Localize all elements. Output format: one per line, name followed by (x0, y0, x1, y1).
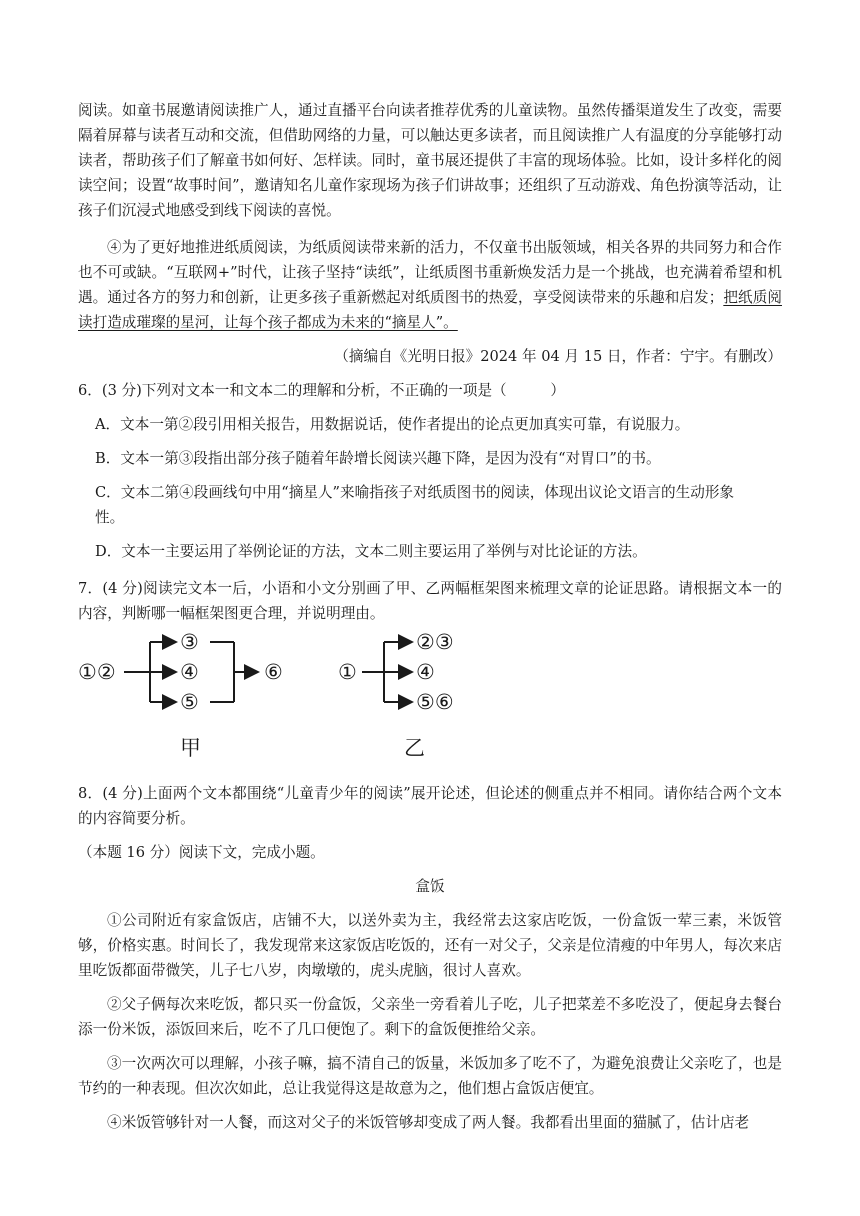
diagram-yi-branch-1: ②③ (416, 630, 454, 654)
paragraph-4-main: ④为了更好地推进纸质阅读，为纸质阅读带来新的活力，不仅童书出版领域，相关各界的共同努力和合作也不可或缺。“互联网+”时代，让孩子坚持“读纸”，让纸质图书重新焕发活力是一个挑战，也充满着希望和机遇。通过各方的努力和创新，让更多孩子重新燃起对纸质图书的热爱，享受阅读带来的乐趣和启发； (78, 239, 782, 306)
diagram-yi-branch-3: ⑤⑥ (416, 690, 454, 714)
article-paragraph-1: ①公司附近有家盒饭店，店铺不大，以送外卖为主，我经常去这家店吃饭，一份盒饭一荤三素，米饭管够，价格实惠。时间长了，我发现常来这家饭店吃饭的，还有一对父子，父亲是位清瘦的中年男人，每次来店里吃饭都面带微笑，儿子七八岁，肉墩墩的，虎头虎脑，很讨人喜欢。 (78, 912, 782, 979)
question-6-stem: 6．(3 分)下列对文本一和文本二的理解和分析，不正确的一项是（ ） (78, 382, 566, 399)
diagram-jia-branch-3: ⑤ (180, 690, 199, 714)
diagram-yi-branch-2: ④ (416, 660, 435, 684)
diagram-jia-start: ①② (78, 660, 116, 684)
question-8-stem: 8．(4 分)上面两个文本都围绕“儿童青少年的阅读”展开论述，但论述的侧重点并不相同。请你结合两个文本的内容简要分析。 (78, 785, 782, 827)
article-paragraph-4: ④米饭管够针对一人餐，而这对父子的米饭管够却变成了两人餐。我都看出里面的猫腻了，估计店老 (107, 1114, 750, 1131)
question-6-option-a: A．文本一第②段引用相关报告，用数据说话，使作者提出的论点更加真实可靠，有说服力。 (95, 416, 690, 433)
diagram-yi-caption: 乙 (404, 736, 425, 760)
framework-diagrams (78, 632, 782, 772)
question-6-option-c-continued: 性。 (95, 509, 125, 526)
text-paragraph-continued: 阅读。如童书展邀请阅读推广人，通过直播平台向读者推荐优秀的儿童读物。虽然传播渠道发生了改变，需要隔着屏幕与读者互动和交流，但借助网络的力量，可以触达更多读者，而且阅读推广人有温度的分享能够打动读者，帮助孩子们了解童书如何好、怎样读。同时，童书展还提供了丰富的现场体验。比如，设计多样化的阅读空间；设置“故事时间”，邀请知名儿童作家现场为孩子们讲故事；还组织了互动游戏、角色扮演等活动，让孩子们沉浸式地感受到线下阅读的喜悦。 (78, 102, 782, 219)
question-7-stem: 7．(4 分)阅读完文本一后，小语和小文分别画了甲、乙两幅框架图来梳理文章的论证思路。请根据文本一的内容，判断哪一幅框架图更合理，并说明理由。 (78, 580, 782, 622)
article-paragraph-3: ③一次两次可以理解，小孩子嘛，搞不清自己的饭量，米饭加多了吃不了，为避免浪费让父亲吃了，也是节约的一种表现。但次次如此，总让我觉得这是故意为之，他们想占盒饭店便宜。 (78, 1055, 782, 1097)
question-6-option-b: B．文本一第③段指出部分孩子随着年龄增长阅读兴趣下降，是因为没有“对胃口”的书。 (95, 450, 661, 467)
question-6-option-d: D．文本一主要运用了举例论证的方法，文本二则主要运用了举例与对比论证的方法。 (95, 543, 647, 560)
document-page (78, 98, 782, 1135)
article-title: 盒饭 (415, 878, 445, 895)
diagram-yi-start: ① (338, 660, 357, 684)
text-paragraph-4 (78, 235, 782, 335)
diagram-jia-branch-2: ④ (180, 660, 199, 684)
question-6-option-c: C．文本二第④段画线句中用“摘星人”来喻指孩子对纸质图书的阅读，体现出议论文语言的生动形象 (95, 484, 735, 501)
diagram-jia-end: ⑥ (264, 660, 283, 684)
article-paragraph-2: ②父子俩每次来吃饭，都只买一份盒饭，父亲坐一旁看着儿子吃，儿子把菜差不多吃没了，便起身去餐台添一份米饭，添饭回来后，吃不了几口便饱了。剩下的盒饭便推给父亲。 (78, 996, 782, 1038)
reading-intro: （本题 16 分）阅读下文，完成小题。 (78, 844, 325, 861)
diagram-yi-lines (362, 642, 412, 702)
diagram-jia-branch-1: ③ (180, 630, 199, 654)
underlined-sentence: 把纸质阅读打造成璀璨的星河，让每个孩子都成为未来的“摘星人”。 (78, 289, 782, 331)
source-citation: （摘编自《光明日报》2024 年 04 月 15 日，作者：宁宇。有删改） (334, 348, 782, 365)
diagram-jia-caption: 甲 (180, 736, 201, 760)
